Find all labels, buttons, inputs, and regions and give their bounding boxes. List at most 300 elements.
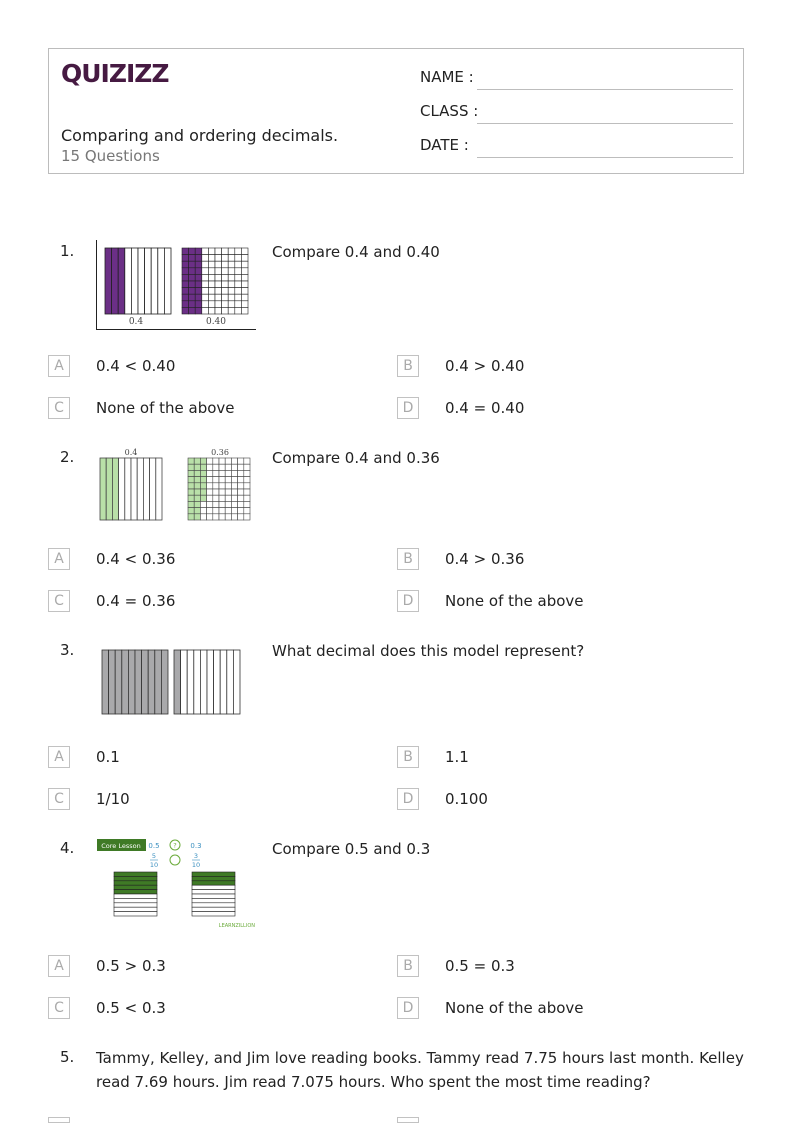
q1-hundredths-cell	[215, 255, 222, 262]
q2-hundredths-cell	[207, 477, 213, 483]
q1-tenths-cell	[112, 248, 119, 314]
q2-hundredths-cell	[244, 470, 250, 476]
q2-hundredths-cell	[188, 508, 194, 514]
q2-hundredths-cell	[238, 489, 244, 495]
q1-hundredths-cell	[202, 301, 209, 308]
q2-hundredths-cell	[194, 508, 200, 514]
q2-hundredths-cell	[188, 458, 194, 464]
q3-whole-cell	[115, 650, 122, 714]
name-line[interactable]	[477, 89, 733, 90]
question-2-image-label-b: 0.36	[211, 448, 229, 457]
q2-hundredths-cell	[231, 458, 237, 464]
class-label: CLASS :	[420, 102, 479, 120]
q1-hundredths-cell	[189, 274, 196, 281]
q1-hundredths-cell	[222, 261, 229, 268]
q1-hundredths-cell	[235, 294, 242, 301]
q2-hundredths-cell	[231, 464, 237, 470]
q3-option-d-text[interactable]: 0.100	[445, 790, 488, 808]
q1-hundredths-cell	[195, 248, 202, 255]
q1-hundredths-cell	[195, 281, 202, 288]
q1-hundredths-cell	[241, 261, 248, 268]
q2-option-c-marker[interactable]: C	[48, 590, 70, 612]
q3-whole-cell	[161, 650, 168, 714]
question-3-number: 3.	[60, 641, 75, 659]
q2-hundredths-cell	[238, 501, 244, 507]
q2-tenths-cell	[131, 458, 137, 520]
q2-tenths-cell	[106, 458, 112, 520]
q2-hundredths-cell	[219, 501, 225, 507]
class-line[interactable]	[477, 123, 733, 124]
q2-hundredths-cell	[200, 458, 206, 464]
q1-hundredths-cell	[228, 294, 235, 301]
q3-whole-cell	[128, 650, 135, 714]
question-4-left-den: 10	[149, 861, 159, 869]
q2-hundredths-cell	[207, 470, 213, 476]
q1-hundredths-cell	[182, 288, 189, 295]
q2-tenths-cell	[156, 458, 162, 520]
q2-hundredths-cell	[200, 477, 206, 483]
q1-hundredths-cell	[235, 301, 242, 308]
q1-hundredths-cell	[182, 294, 189, 301]
q1-hundredths-cell	[195, 294, 202, 301]
q1-hundredths-cell	[215, 294, 222, 301]
question-1-number: 1.	[60, 242, 75, 260]
q1-hundredths-cell	[222, 294, 229, 301]
q2-hundredths-cell	[219, 495, 225, 501]
q1-hundredths-cell	[235, 268, 242, 275]
q2-option-a-text[interactable]: 0.4 < 0.36	[96, 550, 176, 568]
q2-hundredths-cell	[207, 508, 213, 514]
q2-hundredths-cell	[231, 495, 237, 501]
worksheet-header	[48, 48, 744, 174]
q1-hundredths-cell	[182, 307, 189, 314]
q1-hundredths-cell	[195, 288, 202, 295]
q2-hundredths-cell	[200, 501, 206, 507]
q2-hundredths-cell	[219, 464, 225, 470]
q2-hundredths-cell	[194, 495, 200, 501]
q1-hundredths-cell	[208, 261, 215, 268]
q4-option-b-text[interactable]: 0.5 = 0.3	[445, 957, 515, 975]
q1-hundredths-cell	[189, 268, 196, 275]
q1-option-a-text[interactable]: 0.4 < 0.40	[96, 357, 176, 375]
q1-option-d-marker[interactable]: D	[397, 397, 419, 419]
q2-tenths-cell	[125, 458, 131, 520]
q2-option-b-marker[interactable]: B	[397, 548, 419, 570]
name-label: NAME :	[420, 68, 474, 86]
q1-hundredths-cell	[182, 274, 189, 281]
q1-hundredths-cell	[202, 261, 209, 268]
q4-left-strip	[114, 894, 157, 898]
q1-hundredths-cell	[189, 294, 196, 301]
q2-hundredths-cell	[213, 508, 219, 514]
question-4-left-value: 0.5	[148, 842, 160, 850]
q3-tenth-cell	[174, 650, 181, 714]
q1-hundredths-cell	[189, 307, 196, 314]
q4-left-strip	[114, 881, 157, 885]
q4-option-b-marker[interactable]: B	[397, 955, 419, 977]
q2-hundredths-cell	[194, 514, 200, 520]
q2-hundredths-cell	[244, 489, 250, 495]
q1-hundredths-cell	[235, 307, 242, 314]
q1-hundredths-cell	[182, 301, 189, 308]
q1-tenths-cell	[151, 248, 158, 314]
q1-hundredths-cell	[202, 274, 209, 281]
q4-option-c-text[interactable]: 0.5 < 0.3	[96, 999, 166, 1017]
q2-hundredths-cell	[219, 470, 225, 476]
q1-hundredths-cell	[235, 288, 242, 295]
q2-hundredths-cell	[231, 508, 237, 514]
q2-hundredths-cell	[238, 458, 244, 464]
q1-hundredths-cell	[215, 288, 222, 295]
q3-whole-cell	[148, 650, 155, 714]
q3-option-a-text[interactable]: 0.1	[96, 748, 120, 766]
q1-option-c-text[interactable]: None of the above	[96, 399, 235, 417]
q4-right-strip	[192, 876, 235, 880]
q3-tenth-cell	[181, 650, 188, 714]
q1-hundredths-cell	[208, 268, 215, 275]
q1-hundredths-cell	[189, 255, 196, 262]
q1-hundredths-cell	[202, 255, 209, 262]
q2-hundredths-cell	[231, 470, 237, 476]
q2-hundredths-cell	[194, 458, 200, 464]
q2-option-d-text[interactable]: None of the above	[445, 592, 584, 610]
q2-hundredths-cell	[207, 514, 213, 520]
q4-right-strip	[192, 894, 235, 898]
q1-tenths-cell	[158, 248, 165, 314]
q1-hundredths-cell	[228, 268, 235, 275]
q1-hundredths-cell	[241, 248, 248, 255]
q2-option-b-text[interactable]: 0.4 > 0.36	[445, 550, 525, 568]
q1-option-b-text[interactable]: 0.4 > 0.40	[445, 357, 525, 375]
q3-whole-cell	[142, 650, 149, 714]
q1-hundredths-cell	[228, 288, 235, 295]
q1-hundredths-cell	[215, 307, 222, 314]
q1-hundredths-cell	[222, 301, 229, 308]
q2-tenths-cell	[119, 458, 125, 520]
q4-right-strip	[192, 912, 235, 916]
q2-hundredths-cell	[194, 477, 200, 483]
q1-hundredths-cell	[222, 255, 229, 262]
question-3-image	[96, 640, 256, 722]
q2-tenths-cell	[100, 458, 106, 520]
q2-hundredths-cell	[207, 483, 213, 489]
q1-hundredths-cell	[215, 281, 222, 288]
q2-option-c-text[interactable]: 0.4 = 0.36	[96, 592, 176, 610]
q1-hundredths-cell	[182, 281, 189, 288]
q1-hundredths-cell	[235, 274, 242, 281]
q2-hundredths-cell	[194, 489, 200, 495]
q1-hundredths-cell	[202, 268, 209, 275]
q1-hundredths-cell	[208, 294, 215, 301]
question-1-text: Compare 0.4 and 0.40	[272, 243, 440, 261]
q4-right-strip	[192, 903, 235, 907]
q1-hundredths-cell	[228, 255, 235, 262]
q2-hundredths-cell	[213, 470, 219, 476]
question-5-number: 5.	[60, 1048, 75, 1066]
q2-hundredths-cell	[225, 464, 231, 470]
q2-hundredths-cell	[225, 489, 231, 495]
question-2-image	[96, 446, 256, 524]
q2-hundredths-cell	[225, 514, 231, 520]
q2-hundredths-cell	[200, 514, 206, 520]
q2-hundredths-cell	[238, 514, 244, 520]
q1-hundredths-cell	[202, 288, 209, 295]
q1-tenths-cell	[131, 248, 138, 314]
q2-hundredths-cell	[213, 477, 219, 483]
q5-option-a-marker[interactable]	[48, 1117, 70, 1123]
q1-hundredths-cell	[182, 268, 189, 275]
q2-hundredths-cell	[188, 477, 194, 483]
q4-left-strip	[114, 872, 157, 876]
q4-option-a-marker[interactable]: A	[48, 955, 70, 977]
q1-hundredths-cell	[208, 301, 215, 308]
q2-hundredths-cell	[213, 495, 219, 501]
q4-left-strip	[114, 898, 157, 902]
q3-option-b-text[interactable]: 1.1	[445, 748, 469, 766]
q2-hundredths-cell	[207, 501, 213, 507]
q1-hundredths-cell	[215, 248, 222, 255]
q1-hundredths-cell	[241, 281, 248, 288]
q1-hundredths-cell	[182, 248, 189, 255]
q3-option-c-marker[interactable]: C	[48, 788, 70, 810]
question-4-number: 4.	[60, 839, 75, 857]
worksheet-title: Comparing and ordering decimals.	[61, 126, 339, 145]
q3-tenth-cell	[220, 650, 227, 714]
q1-hundredths-cell	[222, 248, 229, 255]
q1-hundredths-cell	[189, 281, 196, 288]
q2-hundredths-cell	[207, 458, 213, 464]
q2-hundredths-cell	[225, 483, 231, 489]
question-2-number: 2.	[60, 448, 75, 466]
q2-hundredths-cell	[225, 501, 231, 507]
q1-hundredths-cell	[235, 248, 242, 255]
q4-right-strip	[192, 881, 235, 885]
q1-hundredths-cell	[208, 274, 215, 281]
q1-hundredths-cell	[241, 274, 248, 281]
q1-hundredths-cell	[241, 294, 248, 301]
q1-hundredths-cell	[228, 248, 235, 255]
q3-option-b-marker[interactable]: B	[397, 746, 419, 768]
q2-hundredths-cell	[188, 483, 194, 489]
q2-hundredths-cell	[188, 464, 194, 470]
question-4-right-den: 10	[191, 861, 201, 869]
question-4-right-num: 3	[193, 852, 199, 860]
q4-option-c-marker[interactable]: C	[48, 997, 70, 1019]
q2-tenths-cell	[112, 458, 118, 520]
q1-tenths-cell	[125, 248, 132, 314]
q1-hundredths-cell	[228, 274, 235, 281]
q1-hundredths-cell	[202, 248, 209, 255]
q2-hundredths-cell	[244, 477, 250, 483]
q1-option-a-marker[interactable]: A	[48, 355, 70, 377]
date-line[interactable]	[477, 157, 733, 158]
q1-hundredths-cell	[208, 307, 215, 314]
q2-hundredths-cell	[200, 470, 206, 476]
q2-tenths-cell	[137, 458, 143, 520]
q2-hundredths-cell	[244, 508, 250, 514]
q2-hundredths-cell	[225, 495, 231, 501]
q2-hundredths-cell	[207, 489, 213, 495]
q4-left-strip	[114, 912, 157, 916]
q2-hundredths-cell	[219, 483, 225, 489]
q1-hundredths-cell	[222, 268, 229, 275]
q3-option-a-marker[interactable]: A	[48, 746, 70, 768]
q4-option-d-text[interactable]: None of the above	[445, 999, 584, 1017]
q4-left-strip	[114, 885, 157, 889]
q4-option-a-text[interactable]: 0.5 > 0.3	[96, 957, 166, 975]
q1-hundredths-cell	[195, 261, 202, 268]
q2-hundredths-cell	[244, 514, 250, 520]
q2-hundredths-cell	[213, 464, 219, 470]
q2-hundredths-cell	[213, 458, 219, 464]
q3-tenth-cell	[214, 650, 221, 714]
q1-hundredths-cell	[228, 281, 235, 288]
q1-hundredths-cell	[202, 294, 209, 301]
q3-tenth-cell	[194, 650, 201, 714]
q1-hundredths-cell	[241, 301, 248, 308]
q4-left-strip	[114, 876, 157, 880]
q4-left-strip	[114, 907, 157, 911]
q2-hundredths-cell	[244, 483, 250, 489]
q2-hundredths-cell	[188, 514, 194, 520]
q2-hundredths-cell	[238, 495, 244, 501]
q1-hundredths-cell	[222, 274, 229, 281]
q2-hundredths-cell	[207, 495, 213, 501]
q2-hundredths-cell	[188, 489, 194, 495]
class-field[interactable]	[420, 100, 733, 124]
q2-tenths-cell	[143, 458, 149, 520]
q1-hundredths-cell	[228, 261, 235, 268]
q4-option-d-marker[interactable]: D	[397, 997, 419, 1019]
q2-hundredths-cell	[238, 470, 244, 476]
question-4-right-value: 0.3	[190, 842, 202, 850]
q3-tenth-cell	[200, 650, 207, 714]
question-4-image	[96, 838, 256, 930]
question-1-image-label-b: 0.40	[205, 317, 227, 327]
q2-hundredths-cell	[213, 483, 219, 489]
q2-hundredths-cell	[219, 514, 225, 520]
q1-hundredths-cell	[195, 307, 202, 314]
q2-hundredths-cell	[225, 470, 231, 476]
q1-hundredths-cell	[241, 255, 248, 262]
q1-hundredths-cell	[189, 261, 196, 268]
q3-option-c-text[interactable]: 1/10	[96, 790, 130, 808]
q1-hundredths-cell	[222, 288, 229, 295]
q2-hundredths-cell	[200, 464, 206, 470]
q1-hundredths-cell	[208, 288, 215, 295]
q1-hundredths-cell	[189, 288, 196, 295]
q1-tenths-cell	[118, 248, 125, 314]
question-2-text: Compare 0.4 and 0.36	[272, 449, 440, 467]
q2-option-d-marker[interactable]: D	[397, 590, 419, 612]
q4-left-strip	[114, 890, 157, 894]
q2-hundredths-cell	[225, 477, 231, 483]
q1-hundredths-cell	[215, 261, 222, 268]
q2-tenths-cell	[150, 458, 156, 520]
q2-hundredths-cell	[231, 514, 237, 520]
q1-hundredths-cell	[208, 281, 215, 288]
q3-whole-cell	[122, 650, 129, 714]
q1-hundredths-cell	[202, 281, 209, 288]
q5-option-b-marker[interactable]	[397, 1117, 419, 1123]
q3-tenth-cell	[233, 650, 240, 714]
q1-hundredths-cell	[195, 268, 202, 275]
q2-hundredths-cell	[244, 464, 250, 470]
q2-option-a-marker[interactable]: A	[48, 548, 70, 570]
q2-hundredths-cell	[238, 464, 244, 470]
q1-hundredths-cell	[222, 281, 229, 288]
q1-option-d-text[interactable]: 0.4 = 0.40	[445, 399, 525, 417]
q2-hundredths-cell	[200, 483, 206, 489]
q2-hundredths-cell	[219, 458, 225, 464]
q3-tenth-cell	[187, 650, 194, 714]
q2-hundredths-cell	[200, 508, 206, 514]
q2-hundredths-cell	[207, 464, 213, 470]
q2-hundredths-cell	[188, 501, 194, 507]
q2-hundredths-cell	[188, 470, 194, 476]
q2-hundredths-cell	[238, 483, 244, 489]
q1-hundredths-cell	[222, 307, 229, 314]
question-4-text: Compare 0.5 and 0.3	[272, 840, 431, 858]
q3-tenth-cell	[207, 650, 214, 714]
q1-hundredths-cell	[195, 301, 202, 308]
q1-hundredths-cell	[182, 261, 189, 268]
q2-hundredths-cell	[231, 483, 237, 489]
q2-hundredths-cell	[194, 470, 200, 476]
question-count: 15 Questions	[61, 147, 160, 165]
q1-hundredths-cell	[215, 268, 222, 275]
q1-hundredths-cell	[215, 301, 222, 308]
name-field[interactable]	[420, 66, 733, 90]
q1-hundredths-cell	[228, 301, 235, 308]
q1-tenths-cell	[164, 248, 171, 314]
q3-whole-cell	[155, 650, 162, 714]
q1-hundredths-cell	[241, 288, 248, 295]
q2-hundredths-cell	[194, 483, 200, 489]
q2-hundredths-cell	[238, 508, 244, 514]
q1-hundredths-cell	[235, 281, 242, 288]
q3-option-d-marker[interactable]: D	[397, 788, 419, 810]
q2-hundredths-cell	[194, 464, 200, 470]
question-4-left-num: 5	[151, 852, 157, 860]
q2-hundredths-cell	[213, 514, 219, 520]
q2-hundredths-cell	[200, 495, 206, 501]
q1-hundredths-cell	[241, 307, 248, 314]
question-5-text-line-1: Tammy, Kelley, and Jim love reading books. Tammy read 7.75 hours last month. Kelley	[96, 1049, 744, 1067]
q2-hundredths-cell	[244, 495, 250, 501]
q1-option-c-marker[interactable]: C	[48, 397, 70, 419]
q1-hundredths-cell	[235, 255, 242, 262]
q1-hundredths-cell	[208, 248, 215, 255]
question-4-banner-text: Core Lesson	[101, 842, 141, 850]
q4-right-strip	[192, 885, 235, 889]
q4-right-strip	[192, 898, 235, 902]
q2-hundredths-cell	[188, 495, 194, 501]
q2-hundredths-cell	[200, 489, 206, 495]
q2-hundredths-cell	[225, 458, 231, 464]
q3-tenth-cell	[227, 650, 234, 714]
q1-hundredths-cell	[189, 301, 196, 308]
q1-tenths-cell	[105, 248, 112, 314]
q4-left-strip	[114, 903, 157, 907]
q1-hundredths-cell	[195, 255, 202, 262]
date-field[interactable]	[420, 134, 733, 158]
q1-option-b-marker[interactable]: B	[397, 355, 419, 377]
q1-hundredths-cell	[202, 307, 209, 314]
q1-hundredths-cell	[189, 248, 196, 255]
q2-hundredths-cell	[225, 508, 231, 514]
q2-hundredths-cell	[244, 458, 250, 464]
